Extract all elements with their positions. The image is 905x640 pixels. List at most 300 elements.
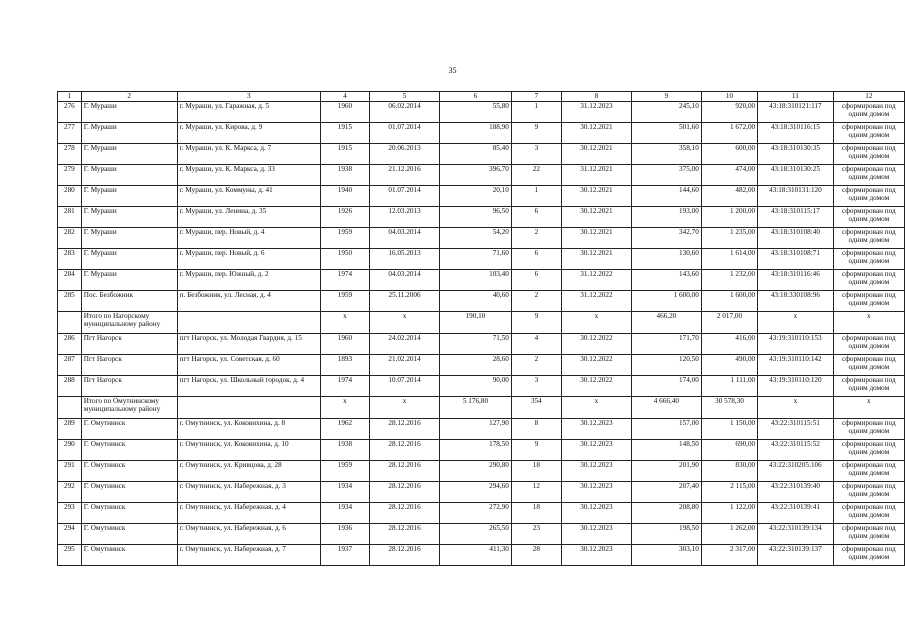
- cell-date: 21.12.2016: [369, 165, 439, 186]
- table-row: [58, 207, 905, 228]
- cell-n: 290: [58, 440, 82, 461]
- header-cell: 7: [511, 92, 561, 102]
- cell-area: 272,90: [440, 503, 512, 524]
- cell-n: 284: [58, 270, 82, 291]
- cell-addr: г. Омутнинск, ул. Коковихина, д. 8: [177, 419, 320, 440]
- cell-area: 55,80: [440, 102, 512, 123]
- header-cell: 1: [58, 92, 82, 102]
- cell-addr: г. Мураши, ул. Гаражная, д. 5: [177, 102, 320, 123]
- cell-addr: г. Мураши, ул. Кирова, д. 9: [177, 123, 320, 144]
- table-row: [58, 123, 905, 144]
- cell-area3: 1 111,00: [701, 376, 757, 397]
- cell-note: сформирован под одним домом: [833, 102, 904, 123]
- table-row: [58, 419, 905, 440]
- cell-deadline: 30.12.2021: [561, 186, 631, 207]
- cell-area: 265,50: [440, 524, 512, 545]
- total-row: [58, 397, 905, 419]
- cell-n: [58, 312, 82, 334]
- cell-cad: 43:22:310139:134: [758, 524, 833, 545]
- cell-addr: пгт Нагорск, ул. Молодая Гвардия, д. 15: [177, 334, 320, 355]
- cell-n: 276: [58, 102, 82, 123]
- cell-people: 6: [511, 270, 561, 291]
- cell-people: 3: [511, 144, 561, 165]
- cell-people: 9: [511, 440, 561, 461]
- cell-area3: 2 017,00: [701, 312, 757, 334]
- cell-people: 6: [511, 249, 561, 270]
- cell-n: 291: [58, 461, 82, 482]
- table-row: [58, 545, 905, 566]
- cell-date: 28.12.2016: [369, 545, 439, 566]
- cell-deadline: 30.12.2021: [561, 249, 631, 270]
- cell-area: 54,20: [440, 228, 512, 249]
- cell-cad: 43:19:310110:153: [758, 334, 833, 355]
- cell-addr: [177, 397, 320, 419]
- cell-cad: 43:18:310131:120: [758, 186, 833, 207]
- cell-area2: 193,00: [631, 207, 701, 228]
- cell-area3: 1 672,00: [701, 123, 757, 144]
- cell-area: 290,80: [440, 461, 512, 482]
- cell-area3: 1 600,00: [701, 291, 757, 312]
- cell-area2: 198,50: [631, 524, 701, 545]
- cell-area2: 171,70: [631, 334, 701, 355]
- cell-loc: Пгт Нагорск: [81, 334, 177, 355]
- cell-deadline: 30.12.2023: [561, 440, 631, 461]
- cell-loc: Г. Мураши: [81, 270, 177, 291]
- cell-cad: 43:18:310108:71: [758, 249, 833, 270]
- cell-area: 40,60: [440, 291, 512, 312]
- table-row: [58, 524, 905, 545]
- table-row: [58, 503, 905, 524]
- cell-addr: [177, 312, 320, 334]
- cell-date: 28.12.2016: [369, 419, 439, 440]
- cell-loc: Итого по Омутнинскому муниципальному району: [81, 397, 177, 419]
- cell-area: 20,10: [440, 186, 512, 207]
- cell-area: 85,40: [440, 144, 512, 165]
- cell-addr: г. Мураши, пер. Новый, д. 6: [177, 249, 320, 270]
- cell-date: х: [369, 312, 439, 334]
- cell-area3: 482,00: [701, 186, 757, 207]
- cell-people: 22: [511, 165, 561, 186]
- cell-area: 178,50: [440, 440, 512, 461]
- header-cell: 2: [81, 92, 177, 102]
- cell-note: сформирован под одним домом: [833, 291, 904, 312]
- cell-loc: Г. Мураши: [81, 228, 177, 249]
- cell-area3: 1 232,00: [701, 270, 757, 291]
- cell-n: 288: [58, 376, 82, 397]
- cell-year: 1959: [320, 291, 369, 312]
- cell-addr: г. Омутнинск, ул. Кривцова, д. 28: [177, 461, 320, 482]
- cell-year: 1937: [320, 545, 369, 566]
- cell-year: х: [320, 397, 369, 419]
- cell-addr: г. Омутнинск, ул. Набережная, д. 3: [177, 482, 320, 503]
- cell-cad: 43:22:310139:40: [758, 482, 833, 503]
- cell-n: 280: [58, 186, 82, 207]
- cell-area3: 1 235,00: [701, 228, 757, 249]
- cell-note: сформирован под одним домом: [833, 440, 904, 461]
- cell-cad: 43:18:310116:46: [758, 270, 833, 291]
- cell-addr: г. Омутнинск, ул. Набережная, д. 7: [177, 545, 320, 566]
- cell-area2: 148,50: [631, 440, 701, 461]
- table-row: [58, 461, 905, 482]
- cell-date: 25.11.2006: [369, 291, 439, 312]
- cell-cad: 43:18:310130:35: [758, 144, 833, 165]
- cell-year: 1938: [320, 165, 369, 186]
- cell-note: сформирован под одним домом: [833, 524, 904, 545]
- cell-area3: 2 317,00: [701, 545, 757, 566]
- cell-cad: 43:18:310115:17: [758, 207, 833, 228]
- cell-people: 2: [511, 228, 561, 249]
- table-row: [58, 334, 905, 355]
- cell-year: 1960: [320, 334, 369, 355]
- cell-year: х: [320, 312, 369, 334]
- cell-addr: г. Мураши, пер. Южный, д. 2: [177, 270, 320, 291]
- cell-deadline: 30.12.2022: [561, 334, 631, 355]
- table-row: [58, 165, 905, 186]
- cell-cad: 43:22:310139:137: [758, 545, 833, 566]
- cell-area2: 208,80: [631, 503, 701, 524]
- cell-area: 103,40: [440, 270, 512, 291]
- cell-people: 9: [511, 123, 561, 144]
- cell-area: 294,60: [440, 482, 512, 503]
- cell-deadline: 31.12.2022: [561, 291, 631, 312]
- cell-people: 28: [511, 545, 561, 566]
- cell-n: 278: [58, 144, 82, 165]
- cell-date: 06.02.2014: [369, 102, 439, 123]
- cell-people: 2: [511, 355, 561, 376]
- cell-people: 3: [511, 376, 561, 397]
- cell-note: сформирован под одним домом: [833, 270, 904, 291]
- header-cell: 11: [758, 92, 833, 102]
- cell-year: 1959: [320, 461, 369, 482]
- cell-note: сформирован под одним домом: [833, 419, 904, 440]
- cell-year: 1950: [320, 249, 369, 270]
- cell-n: 277: [58, 123, 82, 144]
- cell-date: х: [369, 397, 439, 419]
- cell-deadline: 30.12.2022: [561, 376, 631, 397]
- cell-area: 71,60: [440, 249, 512, 270]
- cell-loc: Пос. Безбожник: [81, 291, 177, 312]
- cell-loc: Г. Омутнинск: [81, 545, 177, 566]
- cell-cad: 43:22:310115:51: [758, 419, 833, 440]
- cell-date: 28.12.2016: [369, 461, 439, 482]
- cell-area2: 174,00: [631, 376, 701, 397]
- cell-area: 411,30: [440, 545, 512, 566]
- cell-date: 04.03.2014: [369, 270, 439, 291]
- cell-date: 12.03.2013: [369, 207, 439, 228]
- header-cell: 3: [177, 92, 320, 102]
- cell-loc: Г. Мураши: [81, 249, 177, 270]
- cell-n: 295: [58, 545, 82, 566]
- cell-date: 01.07.2014: [369, 123, 439, 144]
- cell-loc: Г. Омутнинск: [81, 440, 177, 461]
- cell-note: х: [833, 397, 904, 419]
- cell-cad: 43:18:310130:25: [758, 165, 833, 186]
- cell-cad: 43:19:310110:120: [758, 376, 833, 397]
- cell-loc: Пгт Нагорск: [81, 355, 177, 376]
- cell-area: 127,90: [440, 419, 512, 440]
- cell-cad: 43:18:330108:96: [758, 291, 833, 312]
- cell-deadline: 31.12.2022: [561, 270, 631, 291]
- cell-addr: г. Мураши, ул. Ленина, д. 35: [177, 207, 320, 228]
- cell-n: [58, 397, 82, 419]
- cell-cad: 43:19:310110:142: [758, 355, 833, 376]
- cell-people: 8: [511, 419, 561, 440]
- cell-addr: г. Омутнинск, ул. Набережная, д. 6: [177, 524, 320, 545]
- cell-year: 1940: [320, 186, 369, 207]
- cell-loc: Г. Омутнинск: [81, 524, 177, 545]
- cell-deadline: х: [561, 312, 631, 334]
- cell-date: 16.05.2013: [369, 249, 439, 270]
- cell-area2: 501,60: [631, 123, 701, 144]
- cell-addr: г. Мураши, ул. Коммуны, д. 41: [177, 186, 320, 207]
- cell-n: 287: [58, 355, 82, 376]
- housing-table: [57, 91, 905, 566]
- cell-year: 1915: [320, 123, 369, 144]
- cell-loc: Итого по Нагорскому муниципальному району: [81, 312, 177, 334]
- cell-n: 292: [58, 482, 82, 503]
- cell-loc: Г. Мураши: [81, 144, 177, 165]
- cell-year: 1915: [320, 144, 369, 165]
- cell-addr: г. Омутнинск, ул. Набережная, д. 4: [177, 503, 320, 524]
- table-row: [58, 144, 905, 165]
- cell-deadline: 30.12.2023: [561, 482, 631, 503]
- cell-area3: 690,00: [701, 440, 757, 461]
- cell-year: 1974: [320, 270, 369, 291]
- cell-deadline: 30.12.2021: [561, 228, 631, 249]
- cell-area2: 303,10: [631, 545, 701, 566]
- cell-area3: 1 262,00: [701, 524, 757, 545]
- table-row: [58, 355, 905, 376]
- cell-area2: 245,10: [631, 102, 701, 123]
- total-row: [58, 312, 905, 334]
- table-row: [58, 440, 905, 461]
- cell-date: 20.06.2013: [369, 144, 439, 165]
- header-cell: 5: [369, 92, 439, 102]
- cell-addr: г. Омутнинск, ул. Коковихина, д. 10: [177, 440, 320, 461]
- cell-n: 283: [58, 249, 82, 270]
- cell-people: 1: [511, 102, 561, 123]
- cell-n: 281: [58, 207, 82, 228]
- header-cell: 8: [561, 92, 631, 102]
- cell-deadline: 30.12.2021: [561, 144, 631, 165]
- cell-deadline: 30.12.2023: [561, 503, 631, 524]
- cell-people: 6: [511, 207, 561, 228]
- cell-note: сформирован под одним домом: [833, 228, 904, 249]
- cell-area2: 201,90: [631, 461, 701, 482]
- cell-year: 1974: [320, 376, 369, 397]
- cell-cad: 43:22:310139:41: [758, 503, 833, 524]
- header-cell: 12: [833, 92, 904, 102]
- cell-people: 23: [511, 524, 561, 545]
- cell-area3: 416,00: [701, 334, 757, 355]
- cell-addr: г. Мураши, ул. К. Маркса, д. 33: [177, 165, 320, 186]
- cell-deadline: 30.12.2023: [561, 545, 631, 566]
- cell-loc: Г. Мураши: [81, 123, 177, 144]
- cell-cad: х: [758, 397, 833, 419]
- cell-area2: 144,60: [631, 186, 701, 207]
- cell-deadline: 30.12.2023: [561, 419, 631, 440]
- cell-area2: 207,40: [631, 482, 701, 503]
- cell-date: 10.07.2014: [369, 376, 439, 397]
- cell-cad: 43:22:310205:106: [758, 461, 833, 482]
- cell-addr: г. Мураши, ул. К. Маркса, д. 7: [177, 144, 320, 165]
- cell-area3: 2 115,00: [701, 482, 757, 503]
- cell-area: 28,60: [440, 355, 512, 376]
- cell-area: 96,50: [440, 207, 512, 228]
- cell-loc: Г. Мураши: [81, 102, 177, 123]
- table-row: [58, 186, 905, 207]
- cell-year: 1962: [320, 419, 369, 440]
- cell-year: 1893: [320, 355, 369, 376]
- cell-year: 1936: [320, 524, 369, 545]
- cell-loc: Г. Мураши: [81, 186, 177, 207]
- cell-people: 4: [511, 334, 561, 355]
- cell-date: 01.07.2014: [369, 186, 439, 207]
- cell-note: сформирован под одним домом: [833, 355, 904, 376]
- cell-area2: 375,00: [631, 165, 701, 186]
- cell-addr: п. Безбожник, ул. Лесная, д. 4: [177, 291, 320, 312]
- cell-note: сформирован под одним домом: [833, 186, 904, 207]
- cell-date: 28.12.2016: [369, 440, 439, 461]
- header-row: [58, 92, 905, 102]
- page-number: 35: [448, 66, 457, 75]
- cell-area3: 600,00: [701, 144, 757, 165]
- cell-area3: 1 200,00: [701, 207, 757, 228]
- cell-n: 294: [58, 524, 82, 545]
- cell-area2: 120,50: [631, 355, 701, 376]
- cell-note: сформирован под одним домом: [833, 207, 904, 228]
- header-cell: 4: [320, 92, 369, 102]
- cell-area3: 1 614,00: [701, 249, 757, 270]
- cell-date: 28.12.2016: [369, 482, 439, 503]
- cell-area2: 466,20: [631, 312, 701, 334]
- cell-n: 285: [58, 291, 82, 312]
- cell-deadline: 30.12.2022: [561, 355, 631, 376]
- cell-note: х: [833, 312, 904, 334]
- cell-people: 18: [511, 461, 561, 482]
- cell-date: 24.02.2014: [369, 334, 439, 355]
- table-row: [58, 102, 905, 123]
- cell-note: сформирован под одним домом: [833, 376, 904, 397]
- cell-note: сформирован под одним домом: [833, 123, 904, 144]
- cell-area3: 830,00: [701, 461, 757, 482]
- cell-area2: 342,70: [631, 228, 701, 249]
- table-row: [58, 482, 905, 503]
- cell-people: 1: [511, 186, 561, 207]
- cell-area2: 143,60: [631, 270, 701, 291]
- cell-area2: 4 666,40: [631, 397, 701, 419]
- cell-note: сформирован под одним домом: [833, 334, 904, 355]
- cell-area: 190,10: [440, 312, 512, 334]
- cell-year: 1959: [320, 228, 369, 249]
- cell-area3: 474,00: [701, 165, 757, 186]
- cell-area: 5 176,80: [440, 397, 512, 419]
- cell-year: 1938: [320, 440, 369, 461]
- cell-loc: Г. Омутнинск: [81, 482, 177, 503]
- cell-note: сформирован под одним домом: [833, 144, 904, 165]
- cell-area2: 358,10: [631, 144, 701, 165]
- cell-area3: 30 578,30: [701, 397, 757, 419]
- header-cell: 10: [701, 92, 757, 102]
- cell-area2: 157,00: [631, 419, 701, 440]
- cell-people: 354: [511, 397, 561, 419]
- header-cell: 6: [440, 92, 512, 102]
- cell-n: 282: [58, 228, 82, 249]
- cell-note: сформирован под одним домом: [833, 461, 904, 482]
- cell-addr: пгт Нагорск, ул. Школьный городок, д. 4: [177, 376, 320, 397]
- cell-loc: Г. Омутнинск: [81, 503, 177, 524]
- cell-deadline: 30.12.2021: [561, 123, 631, 144]
- cell-date: 04.03.2014: [369, 228, 439, 249]
- cell-n: 279: [58, 165, 82, 186]
- cell-loc: Г. Омутнинск: [81, 461, 177, 482]
- cell-year: 1926: [320, 207, 369, 228]
- cell-note: сформирован под одним домом: [833, 503, 904, 524]
- cell-year: 1934: [320, 482, 369, 503]
- cell-cad: 43:18:310116:15: [758, 123, 833, 144]
- cell-people: 2: [511, 291, 561, 312]
- cell-area: 396,70: [440, 165, 512, 186]
- cell-area3: 1 122,00: [701, 503, 757, 524]
- cell-cad: х: [758, 312, 833, 334]
- table-row: [58, 270, 905, 291]
- cell-cad: 43:18:310121:117: [758, 102, 833, 123]
- cell-area3: 490,00: [701, 355, 757, 376]
- table-row: [58, 291, 905, 312]
- cell-date: 21.02.2014: [369, 355, 439, 376]
- cell-area: 90,00: [440, 376, 512, 397]
- cell-deadline: 30.12.2023: [561, 461, 631, 482]
- cell-deadline: 31.12.2023: [561, 102, 631, 123]
- cell-deadline: 30.12.2023: [561, 524, 631, 545]
- cell-note: сформирован под одним домом: [833, 545, 904, 566]
- cell-area: 71,50: [440, 334, 512, 355]
- cell-deadline: х: [561, 397, 631, 419]
- cell-people: 12: [511, 482, 561, 503]
- cell-addr: пгт Нагорск, ул. Советская, д. 60: [177, 355, 320, 376]
- cell-people: 9: [511, 312, 561, 334]
- cell-loc: Г. Мураши: [81, 165, 177, 186]
- cell-people: 18: [511, 503, 561, 524]
- cell-area: 188,90: [440, 123, 512, 144]
- cell-cad: 43:22:310115:52: [758, 440, 833, 461]
- cell-date: 28.12.2016: [369, 503, 439, 524]
- cell-year: 1934: [320, 503, 369, 524]
- cell-deadline: 30.12.2021: [561, 207, 631, 228]
- table-row: [58, 376, 905, 397]
- cell-deadline: 31.12.2021: [561, 165, 631, 186]
- cell-loc: Г. Мураши: [81, 207, 177, 228]
- cell-cad: 43:18:310108:40: [758, 228, 833, 249]
- table-row: [58, 249, 905, 270]
- cell-loc: Г. Омутнинск: [81, 419, 177, 440]
- cell-note: сформирован под одним домом: [833, 165, 904, 186]
- cell-date: 28.12.2016: [369, 524, 439, 545]
- cell-note: сформирован под одним домом: [833, 249, 904, 270]
- cell-loc: Пгт Нагорск: [81, 376, 177, 397]
- cell-n: 293: [58, 503, 82, 524]
- cell-area2: 130,60: [631, 249, 701, 270]
- cell-note: сформирован под одним домом: [833, 482, 904, 503]
- cell-year: 1960: [320, 102, 369, 123]
- cell-area3: 1 150,00: [701, 419, 757, 440]
- cell-addr: г. Мураши, пер. Новый, д. 4: [177, 228, 320, 249]
- cell-area3: 920,00: [701, 102, 757, 123]
- table-row: [58, 228, 905, 249]
- cell-n: 289: [58, 419, 82, 440]
- cell-n: 286: [58, 334, 82, 355]
- cell-area2: 1 600,00: [631, 291, 701, 312]
